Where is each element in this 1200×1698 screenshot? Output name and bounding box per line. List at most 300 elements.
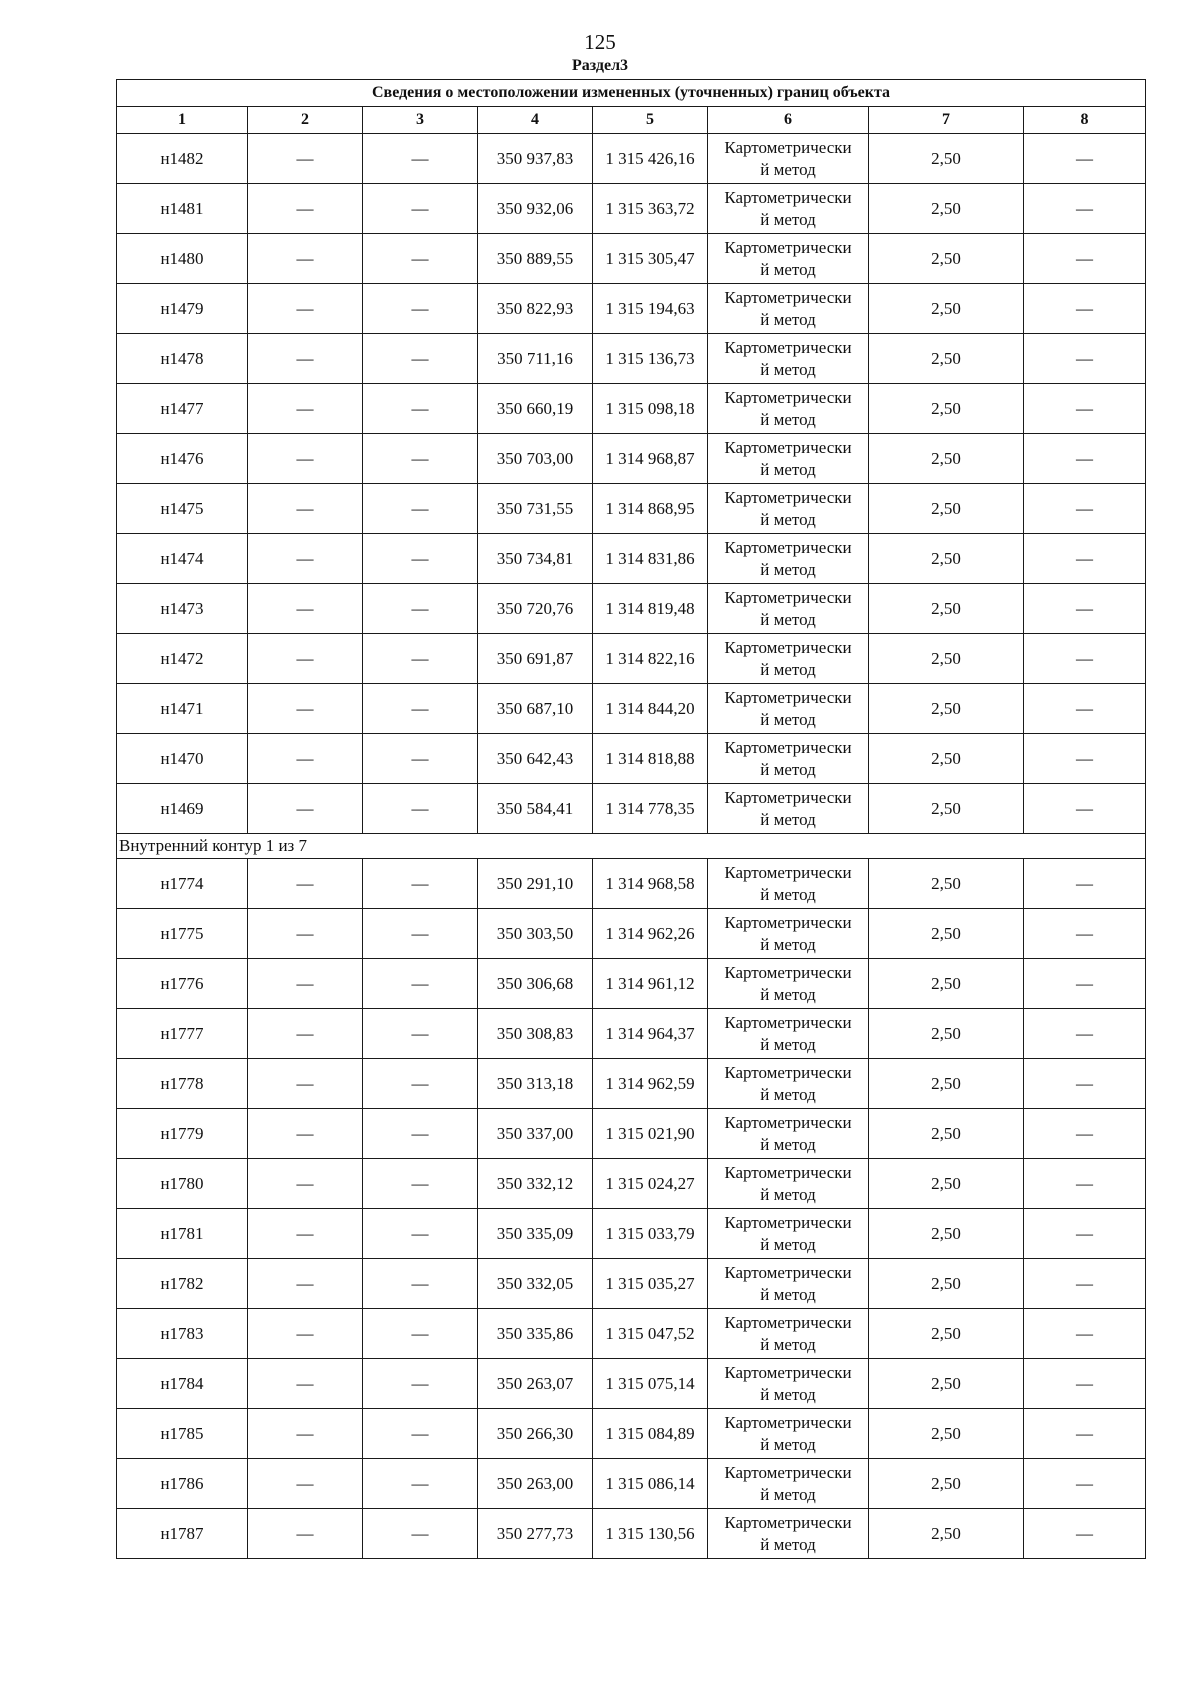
method-text-line1: Картометрически [724,587,852,607]
dash-cell: — [363,1259,478,1309]
method-text-line2: й метод [760,1434,816,1454]
dash-cell: — [363,1409,478,1459]
dash-cell: — [248,584,363,634]
method-text-line1: Картометрически [724,1162,852,1182]
method-cell [708,1259,869,1309]
dash-cell: — [1024,284,1146,334]
x-coordinate-cell: 350 731,55 [478,484,593,534]
accuracy-cell: 2,50 [869,1059,1024,1109]
dash-cell: — [363,1059,478,1109]
accuracy-cell: 2,50 [869,134,1024,184]
accuracy-cell: 2,50 [869,1159,1024,1209]
method-text-line1: Картометрически [724,337,852,357]
dash-cell: — [363,859,478,909]
x-coordinate-cell: 350 332,12 [478,1159,593,1209]
dash-cell: — [1024,684,1146,734]
point-name-cell: н1479 [117,284,248,334]
dash-cell: — [248,484,363,534]
accuracy-cell: 2,50 [869,859,1024,909]
dash-cell: — [248,1209,363,1259]
method-text-line1: Картометрически [724,487,852,507]
point-name-cell: н1776 [117,959,248,1009]
accuracy-cell: 2,50 [869,784,1024,834]
accuracy-cell: 2,50 [869,1109,1024,1159]
y-coordinate-cell: 1 315 130,56 [593,1509,708,1559]
dash-cell: — [363,334,478,384]
dash-cell: — [1024,1359,1146,1409]
x-coordinate-cell: 350 711,16 [478,334,593,384]
method-text-line2: й метод [760,1384,816,1404]
dash-cell: — [248,684,363,734]
table-row [117,1509,1146,1559]
x-coordinate-cell: 350 306,68 [478,959,593,1009]
accuracy-cell: 2,50 [869,634,1024,684]
y-coordinate-cell: 1 315 136,73 [593,334,708,384]
method-text-line1: Картометрически [724,1262,852,1282]
point-name-cell: н1469 [117,784,248,834]
method-text-line1: Картометрически [724,187,852,207]
method-cell [708,534,869,584]
method-cell [708,959,869,1009]
column-number: 2 [248,107,363,134]
y-coordinate-cell: 1 315 305,47 [593,234,708,284]
method-cell [708,1509,869,1559]
y-coordinate-cell: 1 314 962,26 [593,909,708,959]
dash-cell: — [1024,1259,1146,1309]
dash-cell: — [363,1109,478,1159]
point-name-cell: н1472 [117,634,248,684]
table-row [117,1159,1146,1209]
y-coordinate-cell: 1 314 968,58 [593,859,708,909]
table-row [117,434,1146,484]
point-name-cell: н1778 [117,1059,248,1109]
y-coordinate-cell: 1 314 964,37 [593,1009,708,1059]
accuracy-cell: 2,50 [869,334,1024,384]
method-cell [708,584,869,634]
dash-cell: — [248,634,363,684]
y-coordinate-cell: 1 315 086,14 [593,1459,708,1509]
point-name-cell: н1785 [117,1409,248,1459]
dash-cell: — [248,434,363,484]
accuracy-cell: 2,50 [869,284,1024,334]
point-name-cell: н1786 [117,1459,248,1509]
method-cell [708,1109,869,1159]
dash-cell: — [363,184,478,234]
accuracy-cell: 2,50 [869,384,1024,434]
x-coordinate-cell: 350 642,43 [478,734,593,784]
method-cell [708,1459,869,1509]
method-text-line2: й метод [760,1084,816,1104]
dash-cell: — [248,134,363,184]
table-row [117,184,1146,234]
method-text-line2: й метод [760,759,816,779]
dash-cell: — [1024,959,1146,1009]
dash-cell: — [248,859,363,909]
dash-cell: — [1024,859,1146,909]
column-number: 6 [708,107,869,134]
table-row [117,959,1146,1009]
accuracy-cell: 2,50 [869,484,1024,534]
point-name-cell: н1482 [117,134,248,184]
method-text-line1: Картометрически [724,1412,852,1432]
method-cell [708,1409,869,1459]
x-coordinate-cell: 350 889,55 [478,234,593,284]
point-name-cell: н1476 [117,434,248,484]
x-coordinate-cell: 350 691,87 [478,634,593,684]
dash-cell: — [1024,1059,1146,1109]
dash-cell: — [248,284,363,334]
method-text-line2: й метод [760,1184,816,1204]
method-text-line2: й метод [760,459,816,479]
method-cell [708,734,869,784]
point-name-cell: н1774 [117,859,248,909]
accuracy-cell: 2,50 [869,1409,1024,1459]
dash-cell: — [248,1309,363,1359]
table-row [117,1259,1146,1309]
dash-cell: — [248,334,363,384]
dash-cell: — [363,584,478,634]
dash-cell: — [363,1309,478,1359]
y-coordinate-cell: 1 315 035,27 [593,1259,708,1309]
table-row [117,1459,1146,1509]
column-number: 7 [869,107,1024,134]
accuracy-cell: 2,50 [869,534,1024,584]
method-text-line2: й метод [760,1234,816,1254]
table-row [117,484,1146,534]
method-cell [708,684,869,734]
x-coordinate-cell: 350 332,05 [478,1259,593,1309]
y-coordinate-cell: 1 315 426,16 [593,134,708,184]
method-text-line1: Картометрически [724,1112,852,1132]
dash-cell: — [248,384,363,434]
point-name-cell: н1475 [117,484,248,534]
point-name-cell: н1470 [117,734,248,784]
dash-cell: — [248,184,363,234]
method-text-line1: Картометрически [724,1512,852,1532]
dash-cell: — [1024,1409,1146,1459]
x-coordinate-cell: 350 822,93 [478,284,593,334]
point-name-cell: н1480 [117,234,248,284]
method-cell [708,234,869,284]
method-text-line1: Картометрически [724,862,852,882]
method-cell [708,484,869,534]
x-coordinate-cell: 350 660,19 [478,384,593,434]
method-text-line1: Картометрически [724,912,852,932]
point-name-cell: н1787 [117,1509,248,1559]
table-title: Сведения о местоположении измененных (уточненных) границ объекта [117,80,1146,107]
method-text-line2: й метод [760,409,816,429]
method-text-line1: Картометрически [724,287,852,307]
y-coordinate-cell: 1 314 962,59 [593,1059,708,1109]
dash-cell: — [1024,234,1146,284]
table-row [117,734,1146,784]
accuracy-cell: 2,50 [869,584,1024,634]
method-text-line1: Картометрически [724,1462,852,1482]
dash-cell: — [1024,184,1146,234]
dash-cell: — [363,1459,478,1509]
dash-cell: — [363,434,478,484]
accuracy-cell: 2,50 [869,234,1024,284]
dash-cell: — [1024,484,1146,534]
method-text-line1: Картометрически [724,737,852,757]
dash-cell: — [1024,909,1146,959]
method-text-line1: Картометрически [724,437,852,457]
method-text-line1: Картометрически [724,137,852,157]
table-row [117,909,1146,959]
y-coordinate-cell: 1 314 822,16 [593,634,708,684]
contour-section-row [117,834,1146,859]
table-row [117,1209,1146,1259]
method-text-line1: Картометрически [724,1362,852,1382]
x-coordinate-cell: 350 687,10 [478,684,593,734]
y-coordinate-cell: 1 315 098,18 [593,384,708,434]
x-coordinate-cell: 350 308,83 [478,1009,593,1059]
method-cell [708,334,869,384]
y-coordinate-cell: 1 314 868,95 [593,484,708,534]
dash-cell: — [1024,134,1146,184]
method-cell [708,184,869,234]
y-coordinate-cell: 1 315 075,14 [593,1359,708,1409]
x-coordinate-cell: 350 291,10 [478,859,593,909]
y-coordinate-cell: 1 315 047,52 [593,1309,708,1359]
table-row [117,134,1146,184]
x-coordinate-cell: 350 337,00 [478,1109,593,1159]
method-text-line2: й метод [760,809,816,829]
method-text-line2: й метод [760,984,816,1004]
dash-cell: — [1024,1209,1146,1259]
table-row [117,1309,1146,1359]
y-coordinate-cell: 1 315 084,89 [593,1409,708,1459]
y-coordinate-cell: 1 314 961,12 [593,959,708,1009]
dash-cell: — [363,1359,478,1409]
method-text-line2: й метод [760,659,816,679]
x-coordinate-cell: 350 263,07 [478,1359,593,1409]
x-coordinate-cell: 350 734,81 [478,534,593,584]
method-cell [708,1059,869,1109]
dash-cell: — [1024,384,1146,434]
dash-cell: — [363,634,478,684]
column-number: 5 [593,107,708,134]
y-coordinate-cell: 1 315 363,72 [593,184,708,234]
accuracy-cell: 2,50 [869,684,1024,734]
method-text-line2: й метод [760,609,816,629]
y-coordinate-cell: 1 314 778,35 [593,784,708,834]
method-text-line2: й метод [760,159,816,179]
method-text-line1: Картометрически [724,962,852,982]
x-coordinate-cell: 350 313,18 [478,1059,593,1109]
method-cell [708,434,869,484]
dash-cell: — [363,734,478,784]
method-cell [708,859,869,909]
table-row [117,1359,1146,1409]
method-text-line2: й метод [760,934,816,954]
point-name-cell: н1473 [117,584,248,634]
table-row [117,384,1146,434]
method-text-line2: й метод [760,1034,816,1054]
dash-cell: — [1024,1459,1146,1509]
dash-cell: — [1024,734,1146,784]
method-text-line2: й метод [760,709,816,729]
x-coordinate-cell: 350 335,09 [478,1209,593,1259]
accuracy-cell: 2,50 [869,959,1024,1009]
point-name-cell: н1781 [117,1209,248,1259]
accuracy-cell: 2,50 [869,1009,1024,1059]
dash-cell: — [363,684,478,734]
accuracy-cell: 2,50 [869,184,1024,234]
method-cell [708,284,869,334]
table-body [117,134,1146,1559]
dash-cell: — [363,234,478,284]
method-text-line2: й метод [760,1534,816,1554]
dash-cell: — [1024,584,1146,634]
table-row [117,584,1146,634]
dash-cell: — [363,784,478,834]
dash-cell: — [1024,1009,1146,1059]
method-text-line1: Картометрически [724,1312,852,1332]
dash-cell: — [248,1009,363,1059]
point-name-cell: н1784 [117,1359,248,1409]
method-text-line2: й метод [760,1484,816,1504]
dash-cell: — [1024,634,1146,684]
y-coordinate-cell: 1 315 033,79 [593,1209,708,1259]
dash-cell: — [248,234,363,284]
table-row [117,534,1146,584]
y-coordinate-cell: 1 315 194,63 [593,284,708,334]
method-text-line1: Картометрически [724,237,852,257]
x-coordinate-cell: 350 584,41 [478,784,593,834]
dash-cell: — [363,484,478,534]
column-number: 8 [1024,107,1146,134]
dash-cell: — [248,1059,363,1109]
method-text-line2: й метод [760,509,816,529]
dash-cell: — [363,959,478,1009]
method-cell [708,1309,869,1359]
dash-cell: — [248,1109,363,1159]
dash-cell: — [1024,1109,1146,1159]
point-name-cell: н1780 [117,1159,248,1209]
dash-cell: — [363,1009,478,1059]
dash-cell: — [363,1209,478,1259]
method-text-line1: Картометрически [724,1212,852,1232]
dash-cell: — [248,1159,363,1209]
method-cell [708,784,869,834]
table-row [117,784,1146,834]
accuracy-cell: 2,50 [869,1209,1024,1259]
dash-cell: — [1024,1509,1146,1559]
dash-cell: — [363,1509,478,1559]
method-cell [708,134,869,184]
x-coordinate-cell: 350 703,00 [478,434,593,484]
method-cell [708,634,869,684]
point-name-cell: н1783 [117,1309,248,1359]
accuracy-cell: 2,50 [869,1459,1024,1509]
method-text-line2: й метод [760,884,816,904]
accuracy-cell: 2,50 [869,909,1024,959]
method-text-line2: й метод [760,1134,816,1154]
dash-cell: — [1024,434,1146,484]
point-name-cell: н1477 [117,384,248,434]
dash-cell: — [248,1259,363,1309]
accuracy-cell: 2,50 [869,1259,1024,1309]
y-coordinate-cell: 1 314 968,87 [593,434,708,484]
accuracy-cell: 2,50 [869,1359,1024,1409]
method-text-line1: Картометрически [724,687,852,707]
method-text-line1: Картометрически [724,1062,852,1082]
x-coordinate-cell: 350 303,50 [478,909,593,959]
dash-cell: — [1024,784,1146,834]
point-name-cell: н1782 [117,1259,248,1309]
method-text-line2: й метод [760,1284,816,1304]
table-row [117,1409,1146,1459]
x-coordinate-cell: 350 277,73 [478,1509,593,1559]
table-row [117,1059,1146,1109]
dash-cell: — [248,534,363,584]
method-cell [708,1009,869,1059]
table-row [117,684,1146,734]
accuracy-cell: 2,50 [869,734,1024,784]
dash-cell: — [248,1459,363,1509]
table-row [117,859,1146,909]
table-row [117,284,1146,334]
dash-cell: — [1024,534,1146,584]
method-cell [708,1159,869,1209]
dash-cell: — [248,1509,363,1559]
method-text-line2: й метод [760,559,816,579]
dash-cell: — [1024,1159,1146,1209]
dash-cell: — [363,1159,478,1209]
accuracy-cell: 2,50 [869,1309,1024,1359]
method-text-line2: й метод [760,309,816,329]
method-text-line1: Картометрически [724,537,852,557]
dash-cell: — [363,134,478,184]
method-text-line1: Картометрически [724,637,852,657]
dash-cell: — [248,1359,363,1409]
method-text-line2: й метод [760,359,816,379]
method-text-line2: й метод [760,259,816,279]
method-cell [708,1209,869,1259]
dash-cell: — [248,1409,363,1459]
dash-cell: — [363,909,478,959]
point-name-cell: н1779 [117,1109,248,1159]
table-row [117,634,1146,684]
table-row [117,234,1146,284]
dash-cell: — [1024,1309,1146,1359]
dash-cell: — [248,959,363,1009]
point-name-cell: н1481 [117,184,248,234]
x-coordinate-cell: 350 266,30 [478,1409,593,1459]
method-text-line1: Картометрически [724,1012,852,1032]
dash-cell: — [363,284,478,334]
y-coordinate-cell: 1 314 844,20 [593,684,708,734]
accuracy-cell: 2,50 [869,1509,1024,1559]
method-cell [708,384,869,434]
method-text-line2: й метод [760,209,816,229]
y-coordinate-cell: 1 315 024,27 [593,1159,708,1209]
y-coordinate-cell: 1 314 819,48 [593,584,708,634]
dash-cell: — [1024,334,1146,384]
point-name-cell: н1474 [117,534,248,584]
dash-cell: — [363,534,478,584]
x-coordinate-cell: 350 263,00 [478,1459,593,1509]
dash-cell: — [248,784,363,834]
coordinates-table [116,79,1146,1559]
point-name-cell: н1478 [117,334,248,384]
point-name-cell: н1777 [117,1009,248,1059]
table-row [117,1009,1146,1059]
x-coordinate-cell: 350 335,86 [478,1309,593,1359]
column-number: 1 [117,107,248,134]
column-number: 4 [478,107,593,134]
